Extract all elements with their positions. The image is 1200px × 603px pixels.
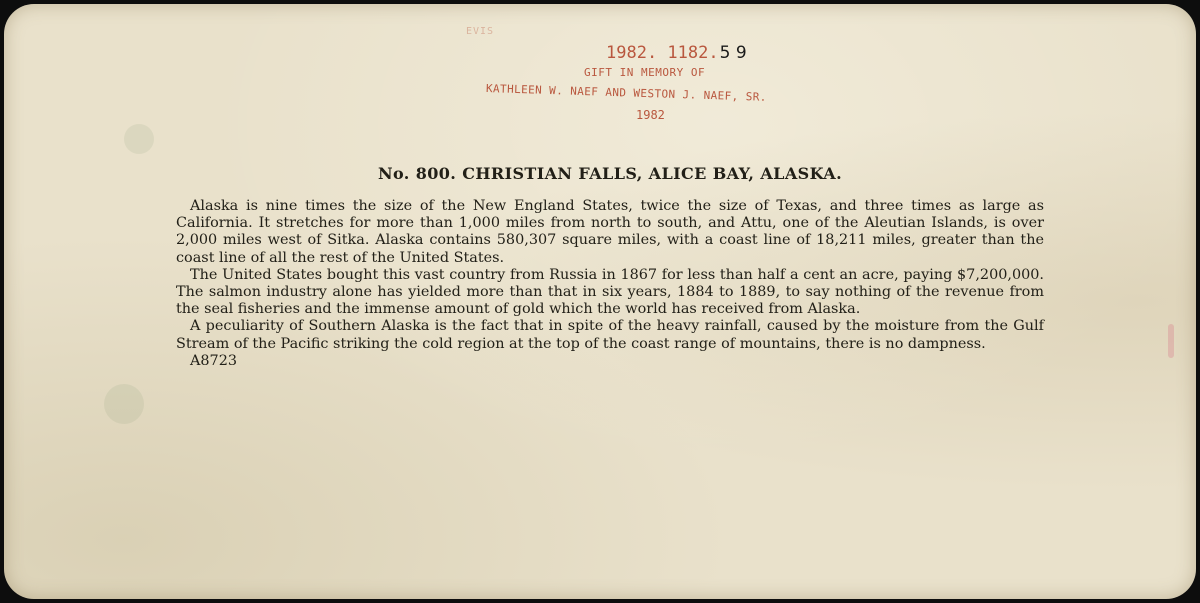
stain	[104, 384, 144, 424]
paragraph: The United States bought this vast country from Russia in 1867 for less than half a cent an acre, paying $7,200,000. The salmon industry alone has yielded more than that in six years, 1884 to 1889, to say nothing of the revenue from the seal fisheries and the immense amount of gold which the world has received from Alaska.	[176, 266, 1044, 318]
accession-number-printed: 1982. 1182.	[606, 43, 719, 63]
printed-description	[176, 164, 1044, 370]
accession-number-handwritten: 5 9	[719, 43, 747, 63]
stamp-year: 1982	[636, 108, 665, 122]
stereograph-card-back	[4, 4, 1196, 599]
catalog-number: A8723	[190, 352, 238, 369]
paragraph: Alaska is nine times the size of the New England States, twice the size of Texas, and three times as large as California. It stretches for more than 1,000 miles from north to south, and Attu, one of the Aleutian Islands, is over 2,000 miles west of Sitka. Alaska contains 580,307 square miles, with a coast line of 18,211 miles, greater than the coast line of all the rest of the United States.	[176, 198, 1044, 266]
donor-line: KATHLEEN W. NAEF AND WESTON J. NAEF, SR.	[485, 82, 767, 104]
ink-mark	[1168, 324, 1174, 358]
museum-accession-stamp	[4, 4, 1196, 134]
card-title: No. 800. CHRISTIAN FALLS, ALICE BAY, ALASKA.	[377, 164, 843, 183]
accession-number	[606, 43, 747, 63]
paragraph: A peculiarity of Southern Alaska is the fact that in spite of the heavy rainfall, caused by the moisture from the Gulf Stream of the Pacific striking the cold region at the top of the coast range of mountains, there is no dampness.	[176, 318, 1044, 352]
gift-line: GIFT IN MEMORY OF	[584, 66, 706, 79]
faint-stamp-text: EVIS	[466, 26, 495, 37]
